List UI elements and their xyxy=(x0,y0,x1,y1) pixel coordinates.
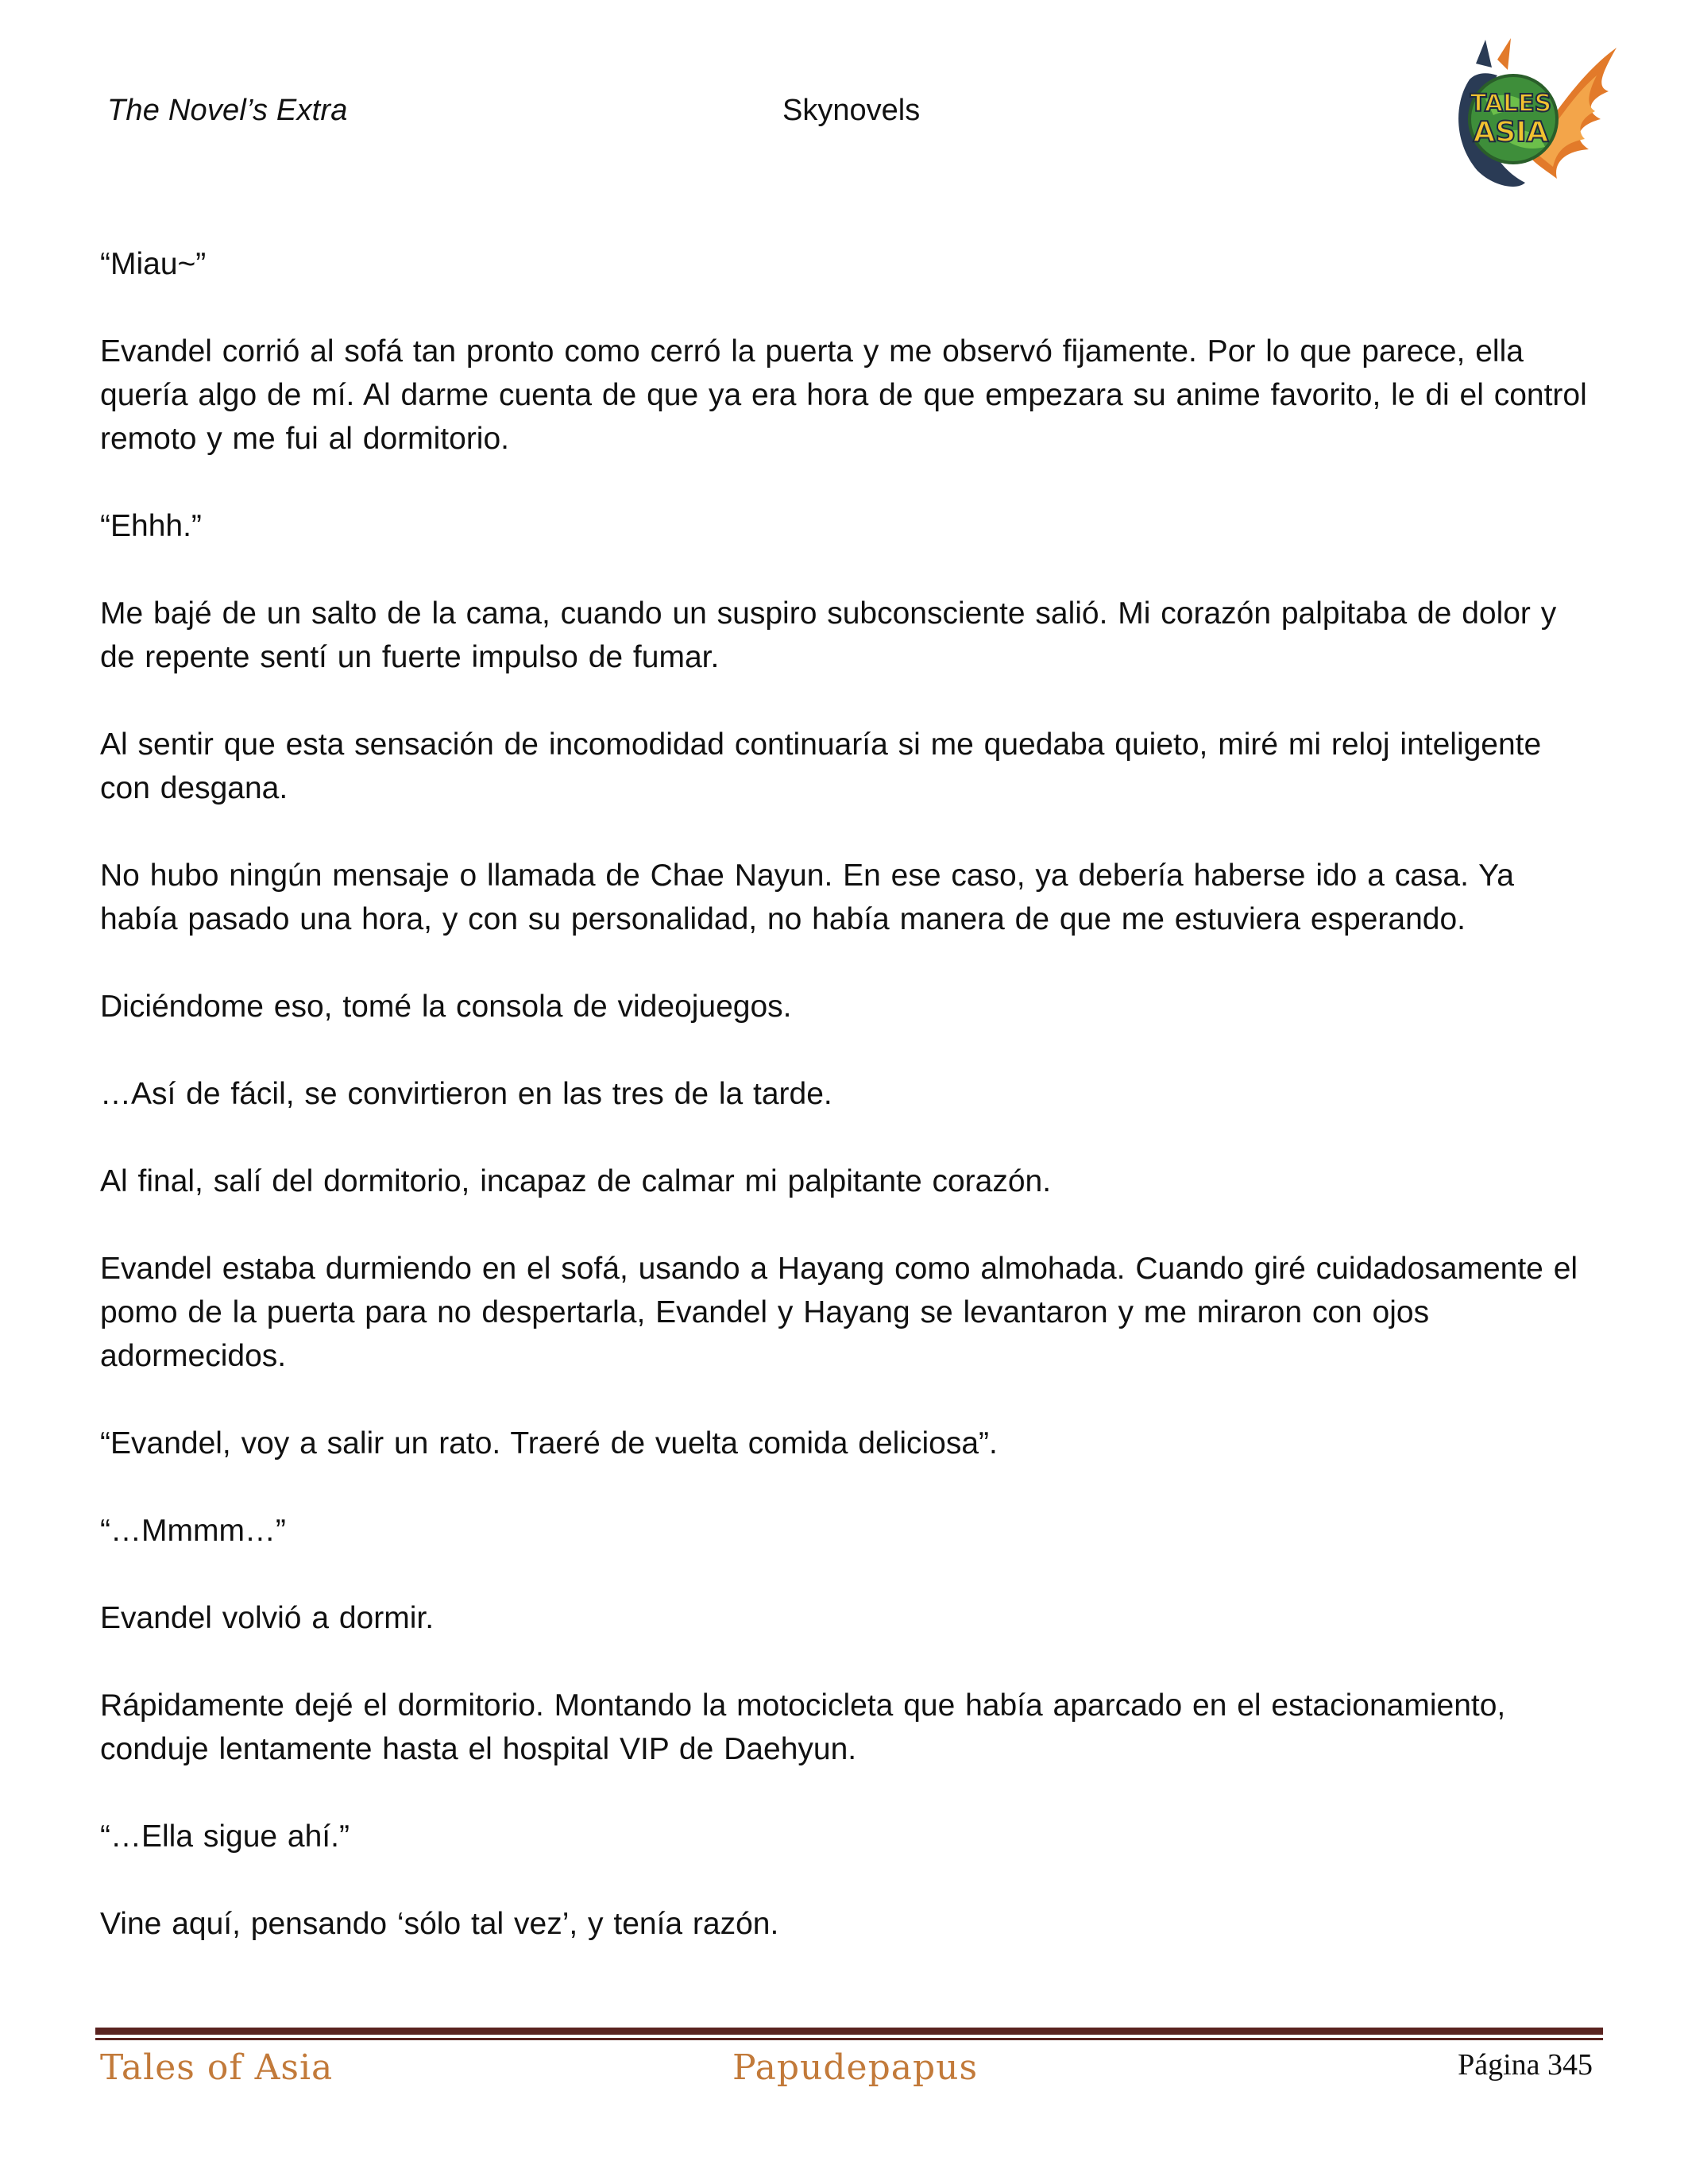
paragraph: Vine aquí, pensando ‘sólo tal vez’, y tenía razón. xyxy=(100,1907,779,1941)
footer-rule-thin xyxy=(95,2038,1603,2040)
paragraph: Diciéndome eso, tomé la consola de videojuegos. xyxy=(100,990,792,1024)
paragraph: Evandel corrió al sofá tan pronto como cerró la puerta y me observó fijamente. Por lo que parece, ella quería algo de mí. Al darme cuenta de que ya era hora de que empezara su anime favorito, le di el control remoto y me fui al dormitorio. xyxy=(100,334,1587,456)
paragraph: Evandel volvió a dormir. xyxy=(100,1601,435,1635)
page-body xyxy=(100,242,1593,1989)
footer-translator: Papudepapus xyxy=(732,2047,979,2088)
paragraph: “Ehhh.” xyxy=(100,509,202,543)
page-number: Página 345 xyxy=(1458,2048,1593,2082)
paragraph: Me bajé de un salto de la cama, cuando un suspiro subconsciente salió. Mi corazón palpitaba de dolor y de repente sentí un fuerte impulso de fumar. xyxy=(100,596,1557,674)
paragraph: “…Ella sigue ahí.” xyxy=(100,1819,350,1854)
logo-text-asia: ASIA xyxy=(1473,116,1549,149)
paragraph: …Así de fácil, se convirtieron en las tres de la tarde. xyxy=(100,1077,832,1111)
paragraph: “Miau~” xyxy=(100,247,207,281)
paragraph: “Evandel, voy a salir un rato. Traeré de vuelta comida deliciosa”. xyxy=(100,1426,998,1461)
paragraph: Evandel estaba durmiendo en el sofá, usando a Hayang como almohada. Cuando giré cuidadosamente el pomo de la puerta para no despertarla, Evandel y Hayang se levantaron y me miraron con ojos adormecidos. xyxy=(100,1252,1578,1373)
paragraph: Al final, salí del dormitorio, incapaz de calmar mi palpitante corazón. xyxy=(100,1164,1052,1198)
tales-of-asia-logo xyxy=(1438,32,1628,203)
paragraph: “…Mmmm…” xyxy=(100,1514,286,1548)
paragraph: Al sentir que esta sensación de incomodidad continuaría si me quedaba quieto, miré mi reloj inteligente con desgana. xyxy=(100,727,1542,805)
paragraph: No hubo ningún mensaje o llamada de Chae Nayun. En ese caso, ya debería haberse ido a casa. Ya había pasado una hora, y con su personalidad, no había manera de que me estuviera esperando. xyxy=(100,859,1514,936)
footer-publisher: Tales of Asia xyxy=(100,2047,334,2088)
paragraph: Rápidamente dejé el dormitorio. Montando la motocicleta que había aparcado en el estacionamiento, conduje lentamente hasta el hospital VIP de Daehyun. xyxy=(100,1688,1506,1766)
site-name: Skynovels xyxy=(782,94,921,127)
logo-text-tales: TALES xyxy=(1470,90,1552,118)
footer-rule-thick xyxy=(95,2028,1603,2035)
page-header xyxy=(0,0,1688,206)
novel-title: The Novel’s Extra xyxy=(107,94,348,127)
